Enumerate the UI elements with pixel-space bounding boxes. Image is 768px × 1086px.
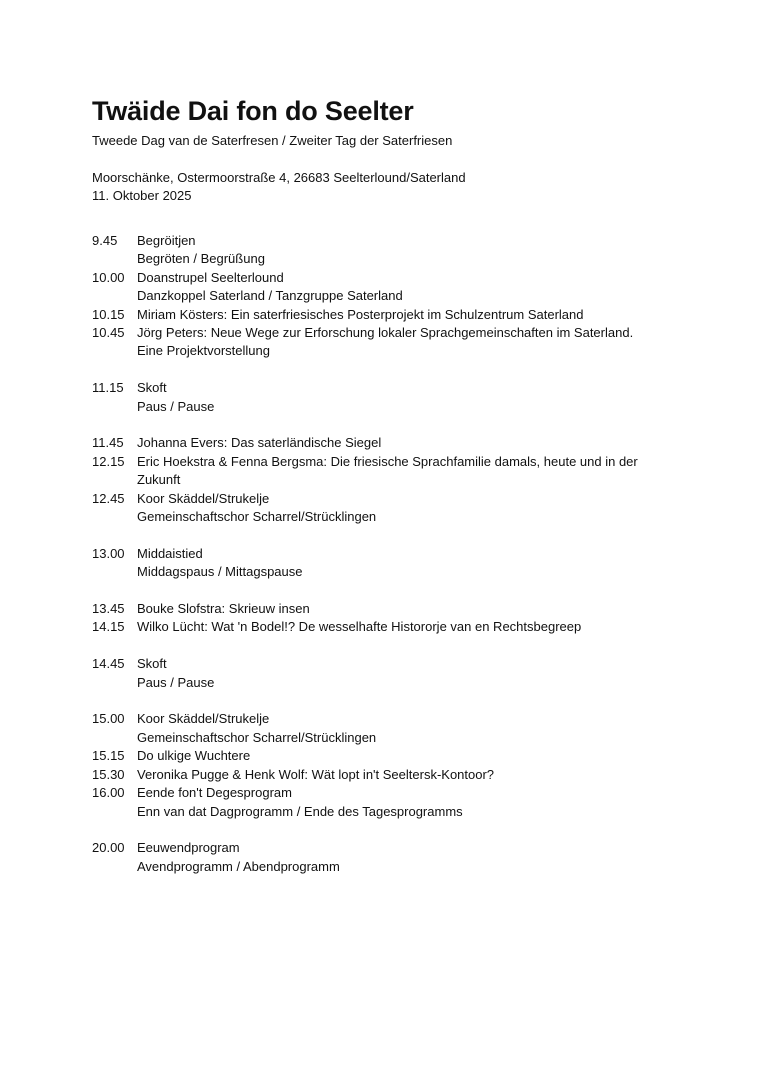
entry-description: [137, 232, 692, 269]
page-title: Twäide Dai fon do Seelter: [92, 96, 414, 126]
entry-time: 11.45: [92, 435, 124, 451]
schedule-entry: [92, 600, 692, 618]
entry-time: 12.45: [92, 490, 125, 506]
schedule-entry: [92, 324, 692, 361]
entry-line: Danzkoppel Saterland / Tanzgruppe Saterland: [137, 288, 403, 304]
entry-line: Paus / Pause: [137, 674, 215, 690]
entry-time: 10.00: [92, 269, 125, 285]
entry-line: Veronika Pugge & Henk Wolf: Wät lopt in't Seeltersk-Kontoor?: [137, 766, 495, 782]
entry-time: 15.15: [92, 748, 125, 764]
schedule-entry: [92, 434, 692, 452]
schedule-entry: [92, 655, 692, 692]
entry-description: [137, 306, 692, 324]
schedule-spacer: [92, 361, 692, 379]
entry-line: Miriam Kösters: Ein saterfriesisches Posterprojekt im Schulzentrum Saterland: [137, 306, 584, 322]
schedule-entry: [92, 766, 692, 784]
entry-line: Paus / Pause: [137, 398, 215, 414]
entry-line: Begröten / Begrüßung: [137, 251, 265, 267]
schedule-spacer: [92, 582, 692, 600]
schedule-spacer: [92, 821, 692, 839]
schedule-entry: [92, 839, 692, 876]
entry-line: Middaistied: [137, 545, 203, 561]
entry-time: 13.00: [92, 545, 125, 561]
schedule-entry: [92, 618, 692, 636]
schedule-spacer: [92, 526, 692, 544]
entry-line: Jörg Peters: Neue Wege zur Erforschung lokaler Sprachgemeinschaften im Saterland.: [137, 325, 634, 341]
entry-time: 12.15: [92, 453, 125, 469]
entry-description: [137, 766, 692, 784]
entry-time: 9.45: [92, 233, 118, 248]
entry-line: Eric Hoekstra & Fenna Bergsma: Die friesische Sprachfamilie damals, heute und in der: [137, 453, 638, 469]
entry-line: Skoft: [137, 656, 167, 672]
entry-description: [137, 434, 692, 452]
schedule-entry: [92, 710, 692, 747]
schedule: [92, 232, 692, 876]
schedule-entry: [92, 306, 692, 324]
schedule-entry: [92, 379, 692, 416]
entry-description: [137, 324, 692, 361]
schedule-spacer: [92, 637, 692, 655]
entry-description: [137, 747, 692, 765]
entry-time: 20.00: [92, 840, 125, 856]
schedule-entry: [92, 453, 692, 490]
subtitle: Tweede Dag van de Saterfresen / Zweiter Tag der Saterfriesen: [92, 133, 453, 148]
entry-time: 11.15: [92, 380, 124, 396]
entry-description: [137, 655, 692, 692]
entry-line: Bouke Slofstra: Skrieuw insen: [137, 601, 310, 617]
event-date: 11. Oktober 2025: [92, 188, 192, 203]
entry-time: 10.15: [92, 306, 125, 322]
schedule-entry: [92, 269, 692, 306]
document-page: [92, 94, 692, 876]
schedule-entry: [92, 545, 692, 582]
entry-time: 14.15: [92, 619, 125, 635]
entry-line: Johanna Evers: Das saterländische Siegel: [137, 435, 382, 451]
entry-description: [137, 784, 692, 821]
entry-line: Avendprogramm / Abendprogramm: [137, 858, 340, 874]
entry-line: Gemeinschaftschor Scharrel/Strücklingen: [137, 729, 377, 745]
entry-line: Koor Skäddel/Strukelje: [137, 711, 270, 727]
schedule-entry: [92, 490, 692, 527]
entry-line: Doanstrupel Seelterlound: [137, 269, 284, 285]
entry-line: Do ulkige Wuchtere: [137, 748, 251, 764]
entry-description: [137, 379, 692, 416]
entry-description: [137, 545, 692, 582]
entry-time: 15.00: [92, 711, 125, 727]
entry-line: Enn van dat Dagprogramm / Ende des Tagesprogramms: [137, 803, 463, 819]
entry-line: Eine Projektvorstellung: [137, 343, 270, 359]
schedule-entry: [92, 232, 692, 269]
schedule-spacer: [92, 416, 692, 434]
entry-description: [137, 618, 692, 636]
entry-description: [137, 490, 692, 527]
entry-line: Zukunft: [137, 472, 181, 488]
entry-line: Koor Skäddel/Strukelje: [137, 490, 270, 506]
schedule-entry: [92, 747, 692, 765]
entry-line: Eeuwendprogram: [137, 840, 240, 856]
entry-time: 13.45: [92, 601, 125, 617]
entry-line: Eende fon't Degesprogram: [137, 785, 292, 801]
entry-line: Begröitjen: [137, 233, 196, 248]
entry-time: 15.30: [92, 766, 125, 782]
entry-time: 14.45: [92, 656, 125, 672]
entry-line: Skoft: [137, 380, 167, 396]
entry-line: Wilko Lücht: Wat 'n Bodel!? De wesselhafte Histororje van en Rechtsbegreep: [137, 619, 582, 635]
entry-line: Middagspaus / Mittagspause: [137, 564, 303, 580]
entry-description: [137, 600, 692, 618]
entry-line: Gemeinschaftschor Scharrel/Strücklingen: [137, 509, 377, 525]
venue-address: Moorschänke, Ostermoorstraße 4, 26683 Seelterlound/Saterland: [92, 170, 466, 185]
entry-time: 10.45: [92, 325, 125, 341]
entry-description: [137, 453, 692, 490]
entry-time: 16.00: [92, 785, 125, 801]
entry-description: [137, 710, 692, 747]
entry-description: [137, 839, 692, 876]
entry-description: [137, 269, 692, 306]
schedule-spacer: [92, 692, 692, 710]
schedule-entry: [92, 784, 692, 821]
